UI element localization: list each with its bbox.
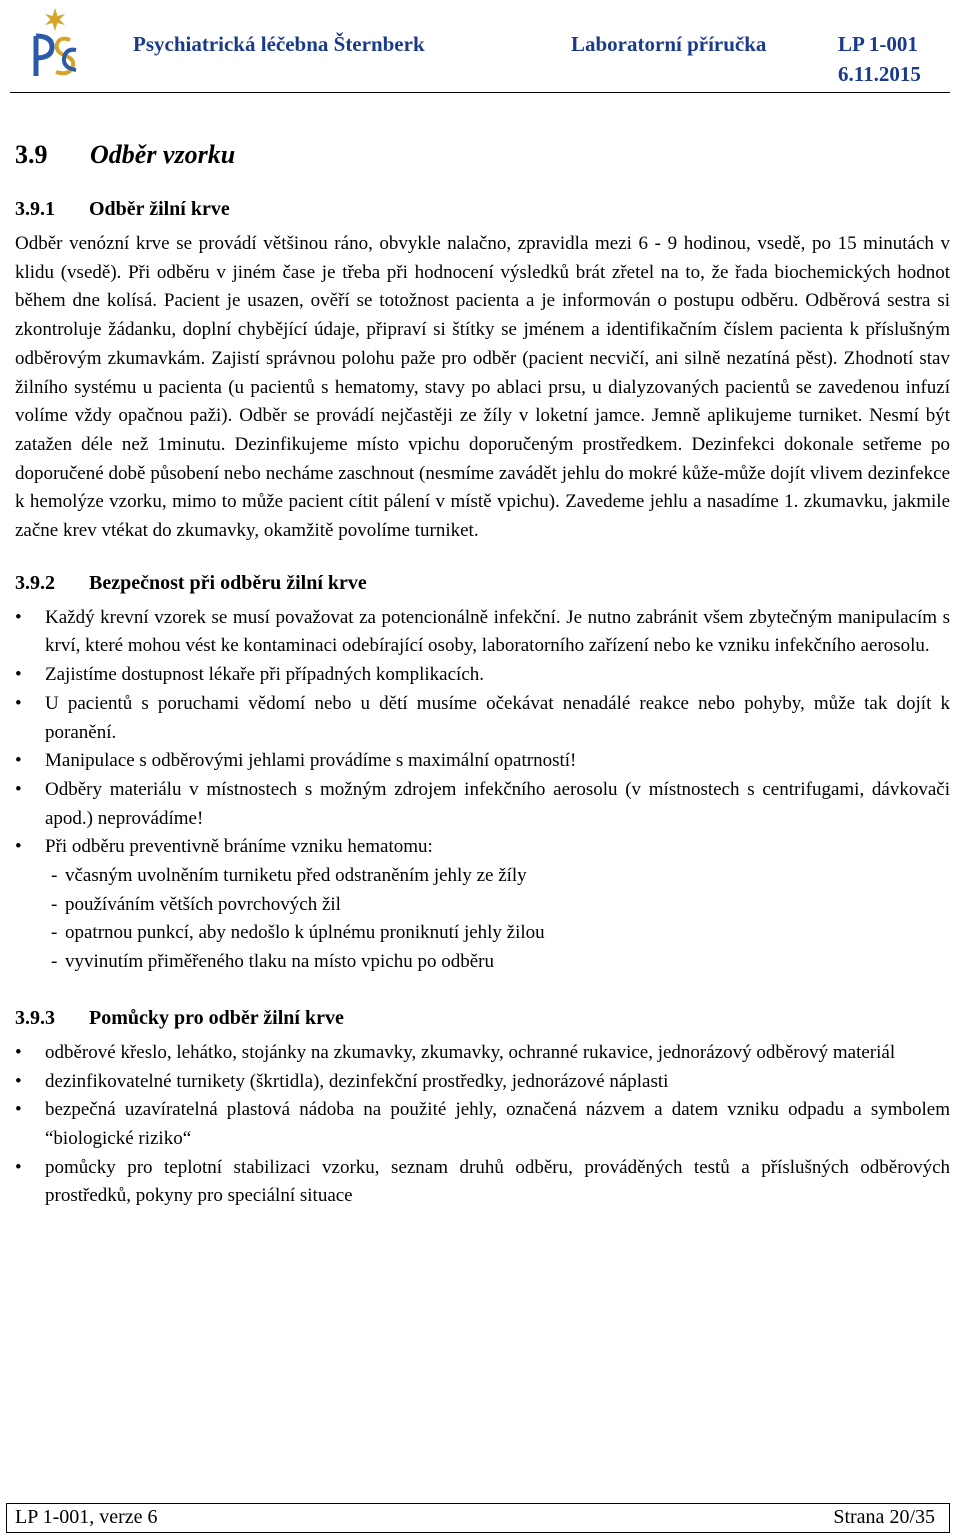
document-code: LP 1-001 — [838, 32, 918, 56]
list-item: • bezpečná uzavíratelná plastová nádoba na použité jehly, označená názvem a datem vzniku odpadu a symbolem “biologické riziko“ — [15, 1096, 950, 1153]
list-item: • Zajistíme dostupnost lékaře při případných komplikacích. — [15, 661, 950, 690]
institution-logo-icon — [30, 6, 80, 84]
list-item: • dezinfikovatelné turnikety (škrtidla), dezinfekční prostředky, jednorázové náplasti — [15, 1068, 950, 1097]
header-divider — [10, 92, 950, 93]
list-item: • Odběry materiálu v místnostech s možným zdrojem infekčního aerosolu (v místnostech s centrifugami, dávkovači apod.) neprovádíme! — [15, 776, 950, 833]
document-date: 6.11.2015 — [838, 62, 921, 86]
subsection-number: 3.9.2 — [15, 571, 55, 594]
page-footer — [6, 1503, 950, 1533]
list-item: • Každý krevní vzorek se musí považovat za potencionálně infekční. Je nutno zabránit všem zbytečným manipulacím s krví, které mohou vést ke kontaminaci odebírající osoby, laboratorního zařízení nebo ke vzniku infekčního aerosolu. — [15, 604, 950, 661]
blood-draw-paragraph: Odběr venózní krve se provádí většinou ráno, obvykle nalačno, zpravidla mezi 6 - 9 hodinou, vsedě, po 15 minutách v klidu (vsedě). Při odběru v jiném čase je třeba při hodnocení výsledků brát zřetel na to, že řada biochemických hodnot během dne kolísá. Pacient je usazen, ověří se totožnost pacienta a je informován o postupu odběru. Odběrová sestra si zkontroluje žádanku, doplní chybějící údaje, připraví si štítky se jménem a identifikačním číslem pacienta k příslušným odběrovým zkumavkám. Zajistí správnou polohu paže pro odběr (pacient necvičí, ani silně nezatíná pěst). Zhodnotí stav žilního systému u pacienta (u pacientů s hematomy, stavy po ablaci prsu, u dialyzovaných pacientů se zavedenou infuzí volíme vždy opačnou paži). Odběr se provádí nejčastěji ze žíly v loketní jamce. Jemně aplikujeme turniket. Nesmí být zatažen déle než 1minutu. Dezinfikujeme místo vpichu doporučeným prostředkem. Dezinfekci dokonale setřeme po doporučené době působení nebo necháme zaschnout (nesmíme zavádět jehlu do mokré kůže-může dojít vlivem dezinfekce k hemolýze vzorku, mimo to může pacient cítit pálení v místě vpichu). Zavedeme jehlu a nasadíme 1. zkumavku, jakmile začne krev vtékat do zkumavky, okamžitě povolíme turniket. — [15, 233, 950, 542]
hematoma-prevention-list — [15, 862, 950, 977]
subsection-title: Bezpečnost při odběru žilní krve — [89, 571, 367, 594]
dash-item: - včasným uvolněním turniketu před odstraněním jehly ze žíly — [21, 862, 950, 891]
section-number: 3.9 — [15, 140, 48, 169]
subsection-heading-3-9-1 — [15, 194, 950, 224]
list-item: • pomůcky pro teplotní stabilizaci vzorku, seznam druhů odběru, prováděných testů a příslušných odběrových prostředků, pokyny pro speciální situace — [15, 1154, 950, 1211]
safety-list — [15, 604, 950, 977]
dash-item: - opatrnou punkcí, aby nedošlo k úplnému proniknutí jehly žilou — [21, 919, 950, 948]
list-item-hematoma — [15, 833, 950, 977]
footer-page-number: Strana 20/35 — [833, 1506, 935, 1528]
supplies-list — [15, 1039, 950, 1211]
footer-version: LP 1-001, verze 6 — [15, 1506, 158, 1528]
subsection-number: 3.9.1 — [15, 198, 55, 220]
page-header — [0, 0, 960, 90]
list-item-text: Při odběru preventivně bráníme vzniku hematomu: — [45, 836, 433, 858]
subsection-title: Pomůcky pro odběr žilní krve — [89, 1006, 344, 1029]
list-item: • Manipulace s odběrovými jehlami provádíme s maximální opatrností! — [15, 747, 950, 776]
dash-item: - vyvinutím přiměřeného tlaku na místo vpichu po odběru — [21, 948, 950, 977]
list-item: • U pacientů s poruchami vědomí nebo u dětí musíme očekávat nenadálé reakce nebo pohyby, může tak dojít k poranění. — [15, 690, 950, 747]
manual-title: Laboratorní příručka — [571, 32, 767, 56]
subsection-title: Odběr žilní krve — [89, 198, 230, 220]
subsection-heading-3-9-2 — [15, 568, 950, 598]
section-heading — [15, 138, 950, 172]
section-title: Odběr vzorku — [90, 140, 236, 169]
institution-name: Psychiatrická léčebna Šternberk — [133, 32, 425, 56]
list-item: • odběrové křeslo, lehátko, stojánky na zkumavky, zkumavky, ochranné rukavice, jednorázový odběrový materiál — [15, 1039, 950, 1068]
subsection-number: 3.9.3 — [15, 1006, 55, 1029]
dash-item: - používáním větších povrchových žil — [21, 891, 950, 920]
page-content — [15, 138, 950, 1229]
subsection-heading-3-9-3 — [15, 1003, 950, 1033]
